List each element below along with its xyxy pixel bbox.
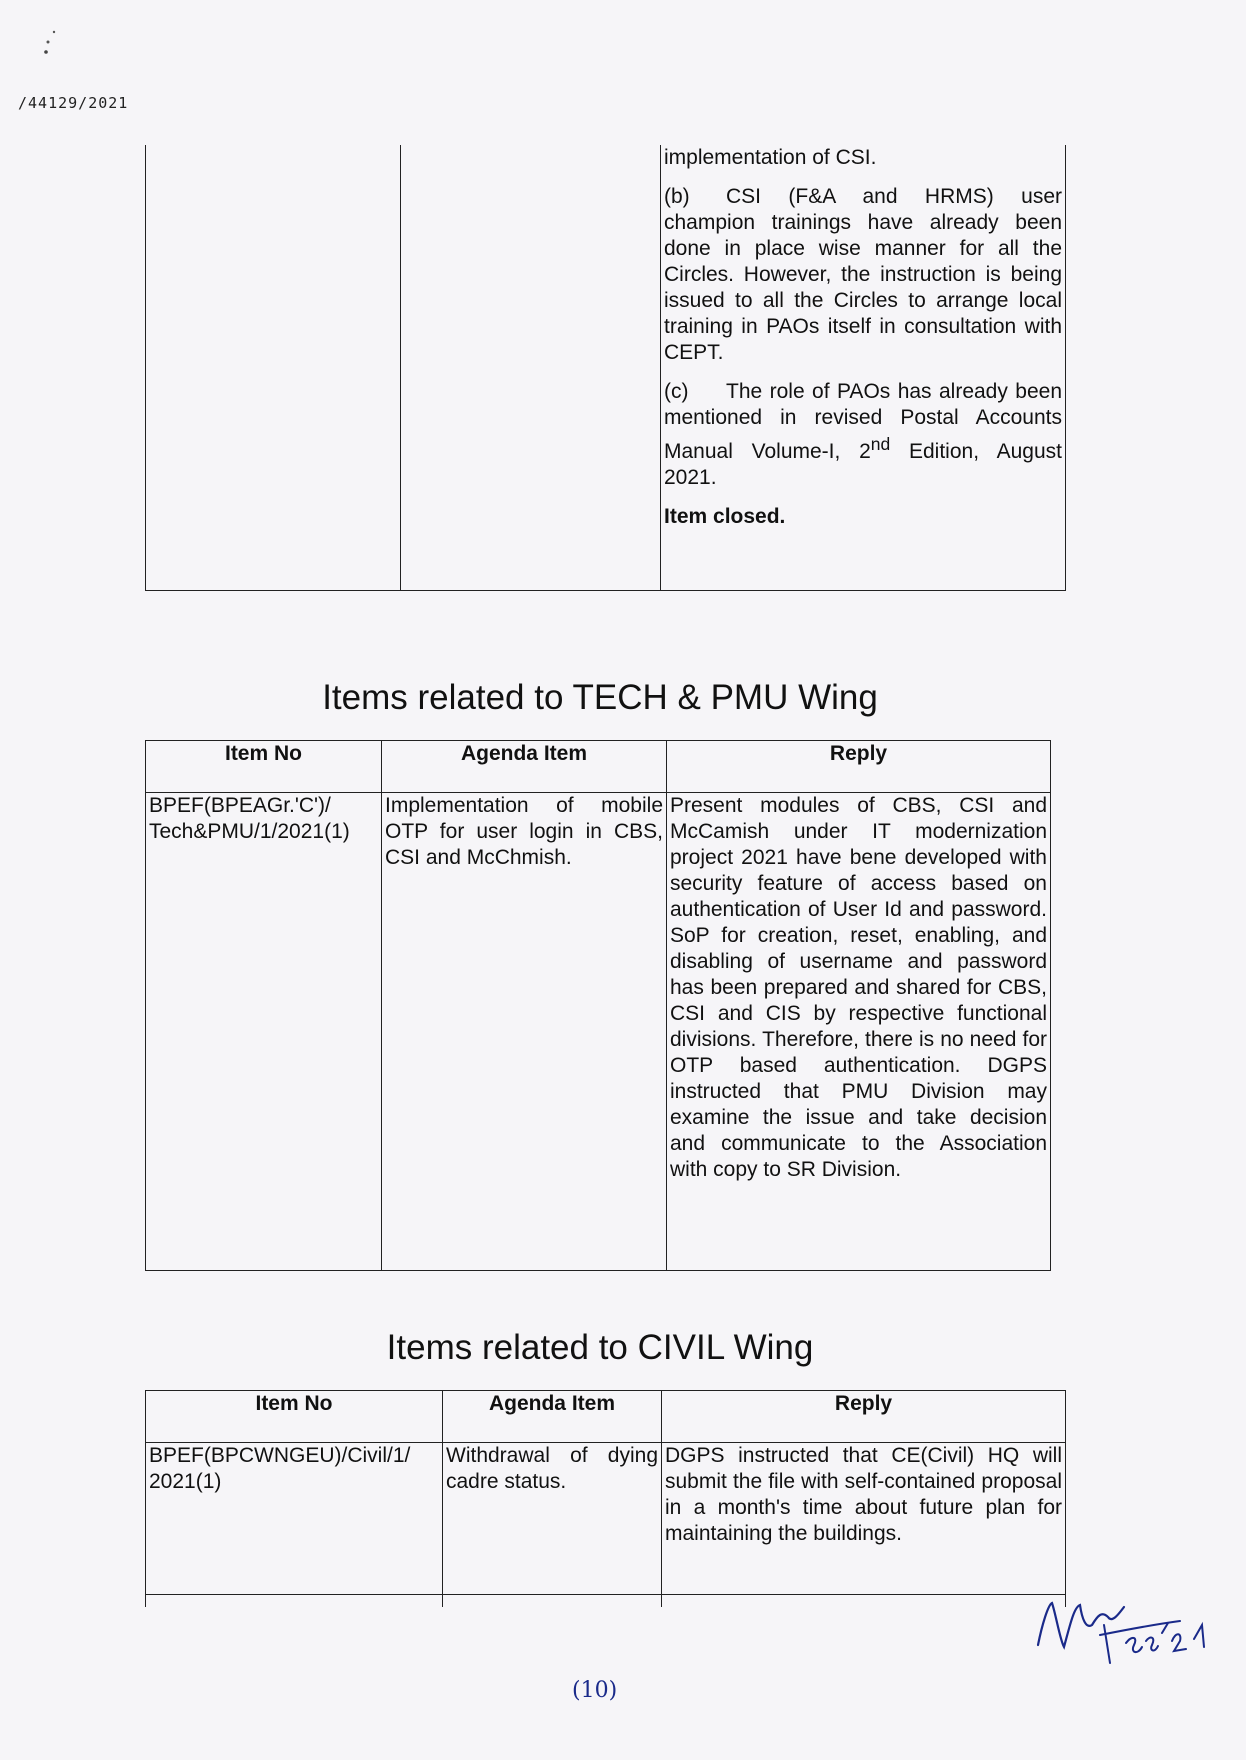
header-reply: Reply <box>662 1391 1066 1443</box>
table-row <box>146 1595 1066 1607</box>
agenda-cell: Withdrawal of dying cadre status. <box>443 1443 662 1595</box>
tech-section-title: Items related to TECH & PMU Wing <box>322 678 878 717</box>
reply-cell: Present modules of CBS, CSI and McCamish under IT modernization project 2021 have bene developed with security feature of access based on authentication of User Id and password. SoP for creation, reset, enabling, and disabling of username and password has been prepared and shared for CBS, CSI and CIS by respective functional divisions. Therefore, there is no need for OTP based authentication. DGPS instructed that PMU Division may examine the issue and take decision and communicate to the Association with copy to SR Division. <box>667 793 1051 1271</box>
civil-items-table <box>145 1390 1066 1607</box>
reply-cell: DGPS instructed that CE(Civil) HQ will submit the file with self-contained proposal in a month's time about future plan for maintaining the buildings. <box>662 1443 1066 1595</box>
agenda-cell: Implementation of mobile OTP for user login in CBS, CSI and McChmish. <box>382 793 667 1271</box>
table-row <box>146 145 1066 590</box>
scan-speck-marks <box>40 28 60 58</box>
document-reference-number: /44129/2021 <box>18 94 129 112</box>
reply-cell <box>661 145 1066 590</box>
header-item-no: Item No <box>146 741 382 793</box>
table-row <box>146 1443 1066 1595</box>
table-header-row <box>146 741 1051 793</box>
item-closed-label: Item closed. <box>664 505 786 528</box>
handwritten-signature <box>1030 1585 1225 1670</box>
reply-paragraph-c: (c) The role of PAOs has already been mentioned in revised Postal Accounts Manual Volume-I, 2nd Edition, August 2021. <box>664 380 1062 489</box>
agenda-cell <box>401 145 661 590</box>
item-no-cell: BPEF(BPEAGr.'C')/ Tech&PMU/1/2021(1) <box>146 793 382 1271</box>
header-item-no: Item No <box>146 1391 443 1443</box>
reply-paragraph-b: (b) CSI (F&A and HRMS) user champion trainings have already been done in place wise manner for all the Circles. However, the instruction is being issued to all the Circles to arrange local training in PAOs itself in consultation with CEPT. <box>664 185 1062 364</box>
header-reply: Reply <box>667 741 1051 793</box>
table-header-row <box>146 1391 1066 1443</box>
table-row <box>146 793 1051 1271</box>
header-agenda-item: Agenda Item <box>443 1391 662 1443</box>
item-no-cell <box>146 145 401 590</box>
header-agenda-item: Agenda Item <box>382 741 667 793</box>
item-no-cell: BPEF(BPCWNGEU)/Civil/1/ 2021(1) <box>146 1443 443 1595</box>
tech-items-table <box>145 740 1051 1271</box>
page-number: (10) <box>572 1678 618 1703</box>
civil-section-title: Items related to CIVIL Wing <box>386 1328 814 1367</box>
reply-paragraph-a: implementation of CSI. <box>664 146 877 169</box>
continuation-table <box>145 145 1066 591</box>
